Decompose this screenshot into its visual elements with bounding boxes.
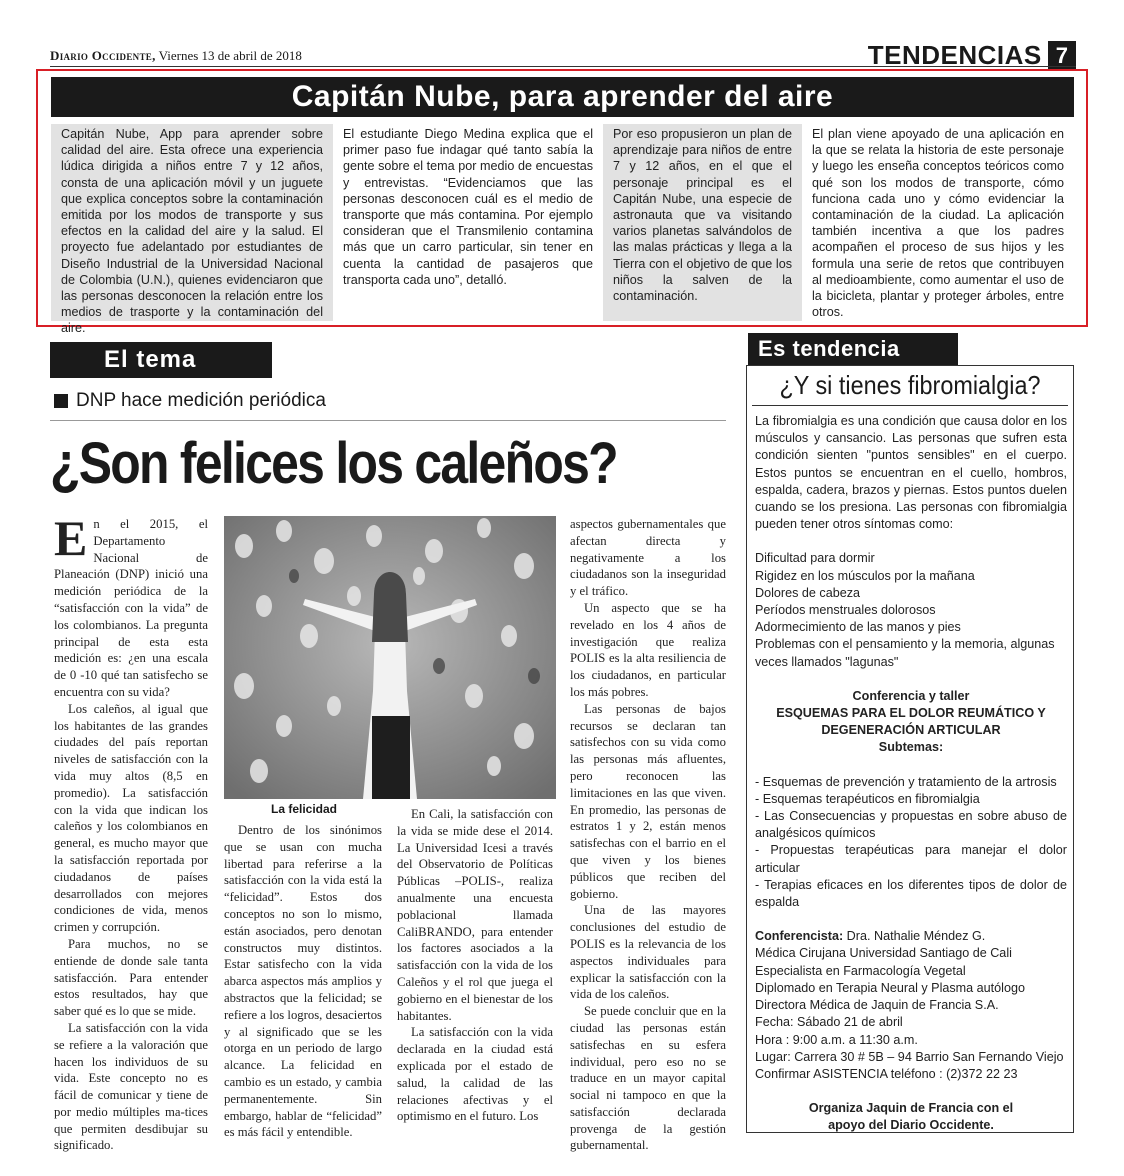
- article-headline: ¿Son felices los caleños?: [50, 431, 617, 496]
- paragraph: La satisfacción con la vida se refiere a la valoración que hacen los individuos de su vida. Este concepto no es fácil de comunicar y tiene de por medio múltiples ma-tices que permiten desdibujar su significado.: [54, 1020, 208, 1153]
- list-item: Rigidez en los músculos por la mañana: [755, 568, 975, 583]
- feature-column-4: El plan viene apoyado de una aplicación en la que se relata la historia de este personaje y luego les enseña conceptos teóricos como qué son los modos de transporte, cómo funciona cada uno y cómo evidenciar la contaminación de la ciudad. La aplicación también incentiva a que los padres acompañen el proceso de sus hijos y les formula una serie de retos que contribuyen al medioambiente, como aumentar el uso de la bicicleta, plantar y proteger árboles, entre otros.: [812, 127, 1064, 320]
- detail-line: Lugar: Carrera 30 # 5B – 94 Barrio San Fernando Viejo: [755, 1049, 1064, 1064]
- list-item: Adormecimiento de las manos y pies: [755, 620, 961, 635]
- tendencia-rule: [752, 405, 1068, 406]
- organizer-note: Organiza Jaquin de Francia con el apoyo del Diario Occidente.: [808, 1101, 1014, 1133]
- article-column-4: [570, 516, 726, 1154]
- list-item: - Esquemas terapéuticos en fibromialgia: [755, 791, 980, 806]
- event-heading: Conferencia y taller: [852, 688, 970, 703]
- woman-balloons-image: [224, 516, 556, 799]
- issue-date: Viernes 13 de abril de 2018: [158, 48, 302, 63]
- article-column-2: [224, 822, 382, 1141]
- tema-tag: El tema: [50, 342, 272, 378]
- paragraph-text: n el 2015, el Departamento Nacional de Planeación (DNP) inició una medición periódica de la “satisfacción con la vida” de los colombianos. La pregunta principal de esta esta medición es: ¿en una escala de 0 -10 qué tan satisfecho se encuentra con su vida?: [54, 517, 208, 699]
- speaker-label: Conferencista:: [755, 929, 844, 944]
- kicker-text: DNP hace medición periódica: [76, 390, 326, 411]
- event-title: ESQUEMAS PARA EL DOLOR REUMÁTICO Y DEGENERACIÓN ARTICULAR: [776, 706, 1046, 738]
- detail-line: Diplomado en Terapia Neural y Plasma autólogo: [755, 980, 1025, 995]
- detail-line: Confirmar ASISTENCIA teléfono : (2)372 22 23: [755, 1066, 1018, 1081]
- list-item: Dolores de cabeza: [755, 585, 861, 600]
- masthead: [50, 48, 302, 64]
- highlighted-feature-box: [36, 69, 1088, 336]
- tendencia-body: [755, 413, 1067, 1135]
- detail-line: Especialista en Farmacología Vegetal: [755, 963, 966, 978]
- list-item: - Esquemas de prevención y tratamiento de la artrosis: [755, 774, 1057, 789]
- symptom-list: [755, 550, 1067, 670]
- newspaper-name: Diario Occidente,: [50, 48, 156, 63]
- feature-columns: [51, 124, 1074, 336]
- paragraph: Para muchos, no se entiende de donde sale tanta satisfacción. Para entender estos resultados, hay que saber qué es lo que se mide.: [54, 936, 208, 1019]
- speaker-name: Dra. Nathalie Méndez G.: [843, 929, 986, 944]
- tendencia-title: ¿Y si tienes fibromialgia?: [779, 370, 1041, 400]
- feature-title: Capitán Nube, para aprender del aire: [51, 77, 1074, 117]
- masthead-rule: [50, 66, 1076, 67]
- subtopics-label: Subtemas:: [878, 740, 944, 755]
- list-item: - Terapias eficaces en los diferentes tipos de dolor de espalda: [755, 877, 1067, 910]
- paragraph: aspectos gubernamentales que afectan directa y negativamente a los ciudadanos son la inseguridad y el tráfico.: [570, 517, 726, 599]
- article-column-1: [54, 510, 208, 1154]
- dropcap: E: [54, 510, 88, 566]
- speaker-line: [755, 928, 1067, 945]
- list-item: - Las Consecuencias y propuestas en sobre abuso de analgésicos químicos: [755, 809, 1067, 841]
- feature-column-3: Por eso propusieron un plan de aprendizaje para niños de entre 7 y 12 años, en el que el personaje principal es el Capitán Nube, una especie de astronauta que va visitando varios planetas salvándolos de las malas prácticas y llega a la Tierra con el objetivo de que los niños la salven de la contaminación.: [603, 124, 802, 321]
- list-item: Dificultad para dormir: [755, 551, 875, 566]
- article-photo: [224, 516, 556, 799]
- paragraph: Una de las mayores conclusiones del estudio de POLIS es la relevancia de los aspectos individuales para explicar la satisfacción con la vida de los caleños.: [570, 903, 726, 1002]
- list-item: Problemas con el pensamiento y la memoria, algunas veces llamados "lagunas": [755, 637, 1055, 669]
- paragraph: La satisfacción con la vida declarada en la ciudad está explicada por el estado de salud, la calidad de las relaciones afectivas y el optimismo en el futuro. Los: [397, 1025, 553, 1124]
- paragraph: Se puede concluir que en la ciudad las personas están satisfechas en su esfera individual, pero eso no se traduce en un mayor capital social ni tampoco en que la satisfacción declarada provenga de la gestión gubernamental.: [570, 1004, 726, 1153]
- article-column-3: [397, 806, 553, 1125]
- subtopic-list: [755, 774, 1067, 912]
- section-name: TENDENCIAS: [867, 40, 1042, 70]
- detail-line: Hora : 9:00 a.m. a 11:30 a.m.: [755, 1032, 918, 1047]
- article-kicker: [54, 390, 326, 412]
- page-number: 7: [1048, 41, 1076, 71]
- paragraph: En Cali, la satisfacción con la vida se mide dese el 2014. La Universidad Icesi a través del Observatorio de Políticas Públicas –POLIS-, realiza anualmente una encuesta poblacional llamada CaliBRANDO, para entender los factores asociados a la satisfacción con la vida de los Caleños y el rol que juega el gobierno en el bienestar de los habitantes.: [397, 807, 553, 1023]
- detail-line: Médica Cirujana Universidad Santiago de Cali: [755, 946, 1012, 961]
- tendencia-tag: Es tendencia: [748, 333, 958, 365]
- paragraph: Dentro de los sinónimos que se usan con mucha libertad para referirse a la satisfacción con la vida está la “felicidad”. Estos dos conceptos no son lo mismo, están asociados, pero denotan constructos muy distintos. Estar satisfecho con la vida abarca aspectos más amplios y abstractos que la felicidad; se refiere a los logros, desaciertos y al significado que se les otorga en un periodo de largo alcance. La felicidad en cambio es un estado, y cambia permanentemente. Sin embargo, hablar de “felicidad” es más fácil y entendible.: [224, 823, 382, 1140]
- paragraph: Un aspecto que se ha revelado en los 4 años de investigación que realiza POLIS es la alta resiliencia de los ciudadanos, en particular los más pobres.: [570, 600, 726, 699]
- list-item: Períodos menstruales dolorosos: [755, 603, 936, 618]
- paragraph: Las personas de bajos recursos se declaran tan satisfechos con su vida como las personas más afluentes, pero reconocen las limitaciones en las que viven. En promedio, las personas de estratos 1 y 2, están menos satisfechas con el barrio en el que viven y los bienes públicos que reciben del gobierno.: [570, 701, 726, 901]
- paragraph: Los caleños, al igual que los habitantes de las grandes ciudades del país reportan niveles de satisfacción con la vida muy altos (8,5 en promedio). La satisfacción con la vida que indican los caleños y los colombianos en general, es mucho mayor que la satisfacción reportada por ciudadanos de países desarrollados con mejores condiciones de vida, menos crimen y corrupción.: [54, 701, 208, 935]
- detail-line: Directora Médica de Jaquin de Francia S.A.: [755, 998, 999, 1013]
- tendencia-intro: La fibromialgia es una condición que causa dolor en los músculos y cansancio. Las personas que sufren esta condición sienten "puntos sensibles" en el cuerpo. Estos puntos se encuentran en el cuello, hombros, espalda, cadera, brazos y piernas. Estos puntos duelen cuando se los presiona. Las personas con fibromialgia pueden tener otros síntomas como:: [755, 414, 1067, 532]
- paragraph: [54, 510, 208, 701]
- feature-column-2: El estudiante Diego Medina explica que el primer paso fue indagar qué tanto sabía la gente sobre el tema por medio de encuestas y entrevistas. “Evidenciamos que las personas desconocen cuál es el medio de transporte que más contamina. Por ejemplo consideran que el Transmilenio contamina más que un carro particular, sin tener en cuenta la cantidad de pasajeros que transporta cada uno”, detalló.: [343, 127, 593, 287]
- square-bullet-icon: [54, 394, 68, 408]
- photo-caption: La felicidad: [270, 802, 338, 816]
- feature-column-1: Capitán Nube, App para aprender sobre calidad del aire. Esta ofrece una experiencia lúdica dirigida a niños entre 7 y 12 años, consta de una aplicación móvil y un juguete que explica conceptos sobre la contaminación emitida por los modos de transporte y sus efectos en la calidad del aire y la salud. El proyecto fue adelantado por estudiantes de Diseño Industrial de la Universidad Nacional de Colombia (U.N.), quienes evidenciaron que las personas desconocen la relación entre los medios de trasporte y la contaminación del aire.: [51, 124, 333, 321]
- kicker-rule: [50, 420, 726, 421]
- list-item: - Propuestas terapéuticas para manejar el dolor articular: [755, 843, 1067, 875]
- detail-line: Fecha: Sábado 21 de abril: [755, 1015, 903, 1030]
